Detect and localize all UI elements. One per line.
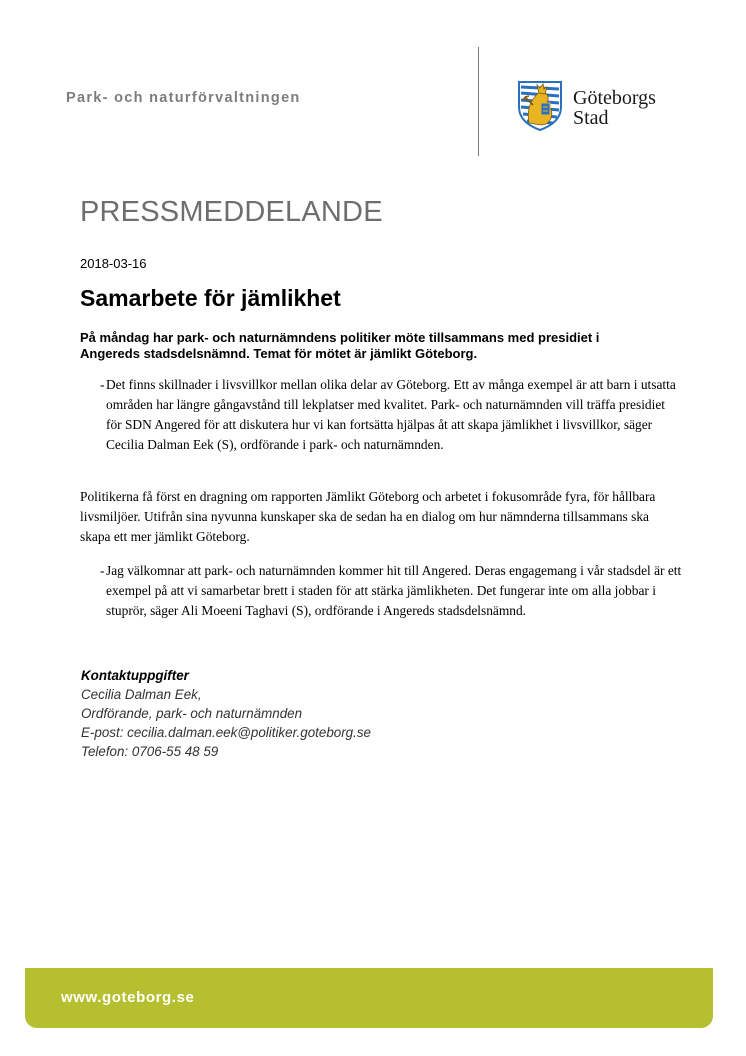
footer-bar — [25, 968, 713, 1028]
logo-line-2: Stad — [573, 107, 609, 129]
logo-line-1: Göteborgs — [573, 87, 656, 109]
department-name: Park- och naturförvaltningen — [66, 90, 301, 106]
contact-phone: Telefon: 0706-55 48 59 — [81, 744, 219, 759]
contact-email[interactable]: E-post: cecilia.dalman.eek@politiker.goteborg.se — [81, 725, 371, 740]
header-divider — [478, 47, 479, 156]
headline: Samarbete för jämlikhet — [80, 285, 341, 311]
contact-name: Cecilia Dalman Eek, — [81, 687, 202, 702]
contact-title: Kontaktuppgifter — [81, 668, 189, 683]
quote-text-1: Det finns skillnader i livsvillkor mellan olika delar av Göteborg. Ett av många exempel är att barn i utsatta områden har längre gångavstånd till lekplatser med kvalitet. Park- och naturnämnden vill träffa presidiet för SDN Angered för att diskutera hur vi kan fortsätta hjälpas åt att skapa jämlikhet i livsvillkor, säger Cecilia Dalman Eek (S), ordförande i park- och naturnämnden. — [106, 377, 676, 452]
quote-dash: - — [100, 563, 105, 578]
footer-website-link[interactable]: www.goteborg.se — [61, 989, 195, 1006]
contact-block — [81, 666, 371, 761]
quote-dash: - — [100, 377, 105, 392]
logo-wordmark — [573, 88, 656, 128]
document-type-label: PRESSMEDDELANDE — [80, 196, 383, 228]
publish-date: 2018-03-16 — [80, 256, 147, 271]
body-paragraph: Politikerna få först en dragning om rapporten Jämlikt Göteborg och arbetet i fokusområde fyra, för hållbara livsmiljöer. Utifrån sina nyvunna kunskaper ska de sedan ha en dialog om hur nämnderna tillsammans ska skapa ett mer jämlikt Göteborg. — [80, 489, 656, 544]
quote-text-2: Jag välkomnar att park- och naturnämnden kommer hit till Angered. Deras engagemang i vår stadsdel är ett exempel på att vi samarbetar brett i staden för att stärka jämlikheten. Det fungerar inte om alla jobbar i stuprör, säger Ali Moeeni Taghavi (S), ordförande i Angereds stadsdelsnämnd. — [106, 563, 682, 618]
contact-role: Ordförande, park- och naturnämnden — [81, 706, 303, 721]
lead-paragraph: På måndag har park- och naturnämndens politiker möte tillsammans med presidiet i Angereds stadsdelsnämnd. Temat för mötet är jämlikt Göteborg. — [80, 330, 600, 361]
goteborg-coat-of-arms-icon — [515, 79, 565, 131]
